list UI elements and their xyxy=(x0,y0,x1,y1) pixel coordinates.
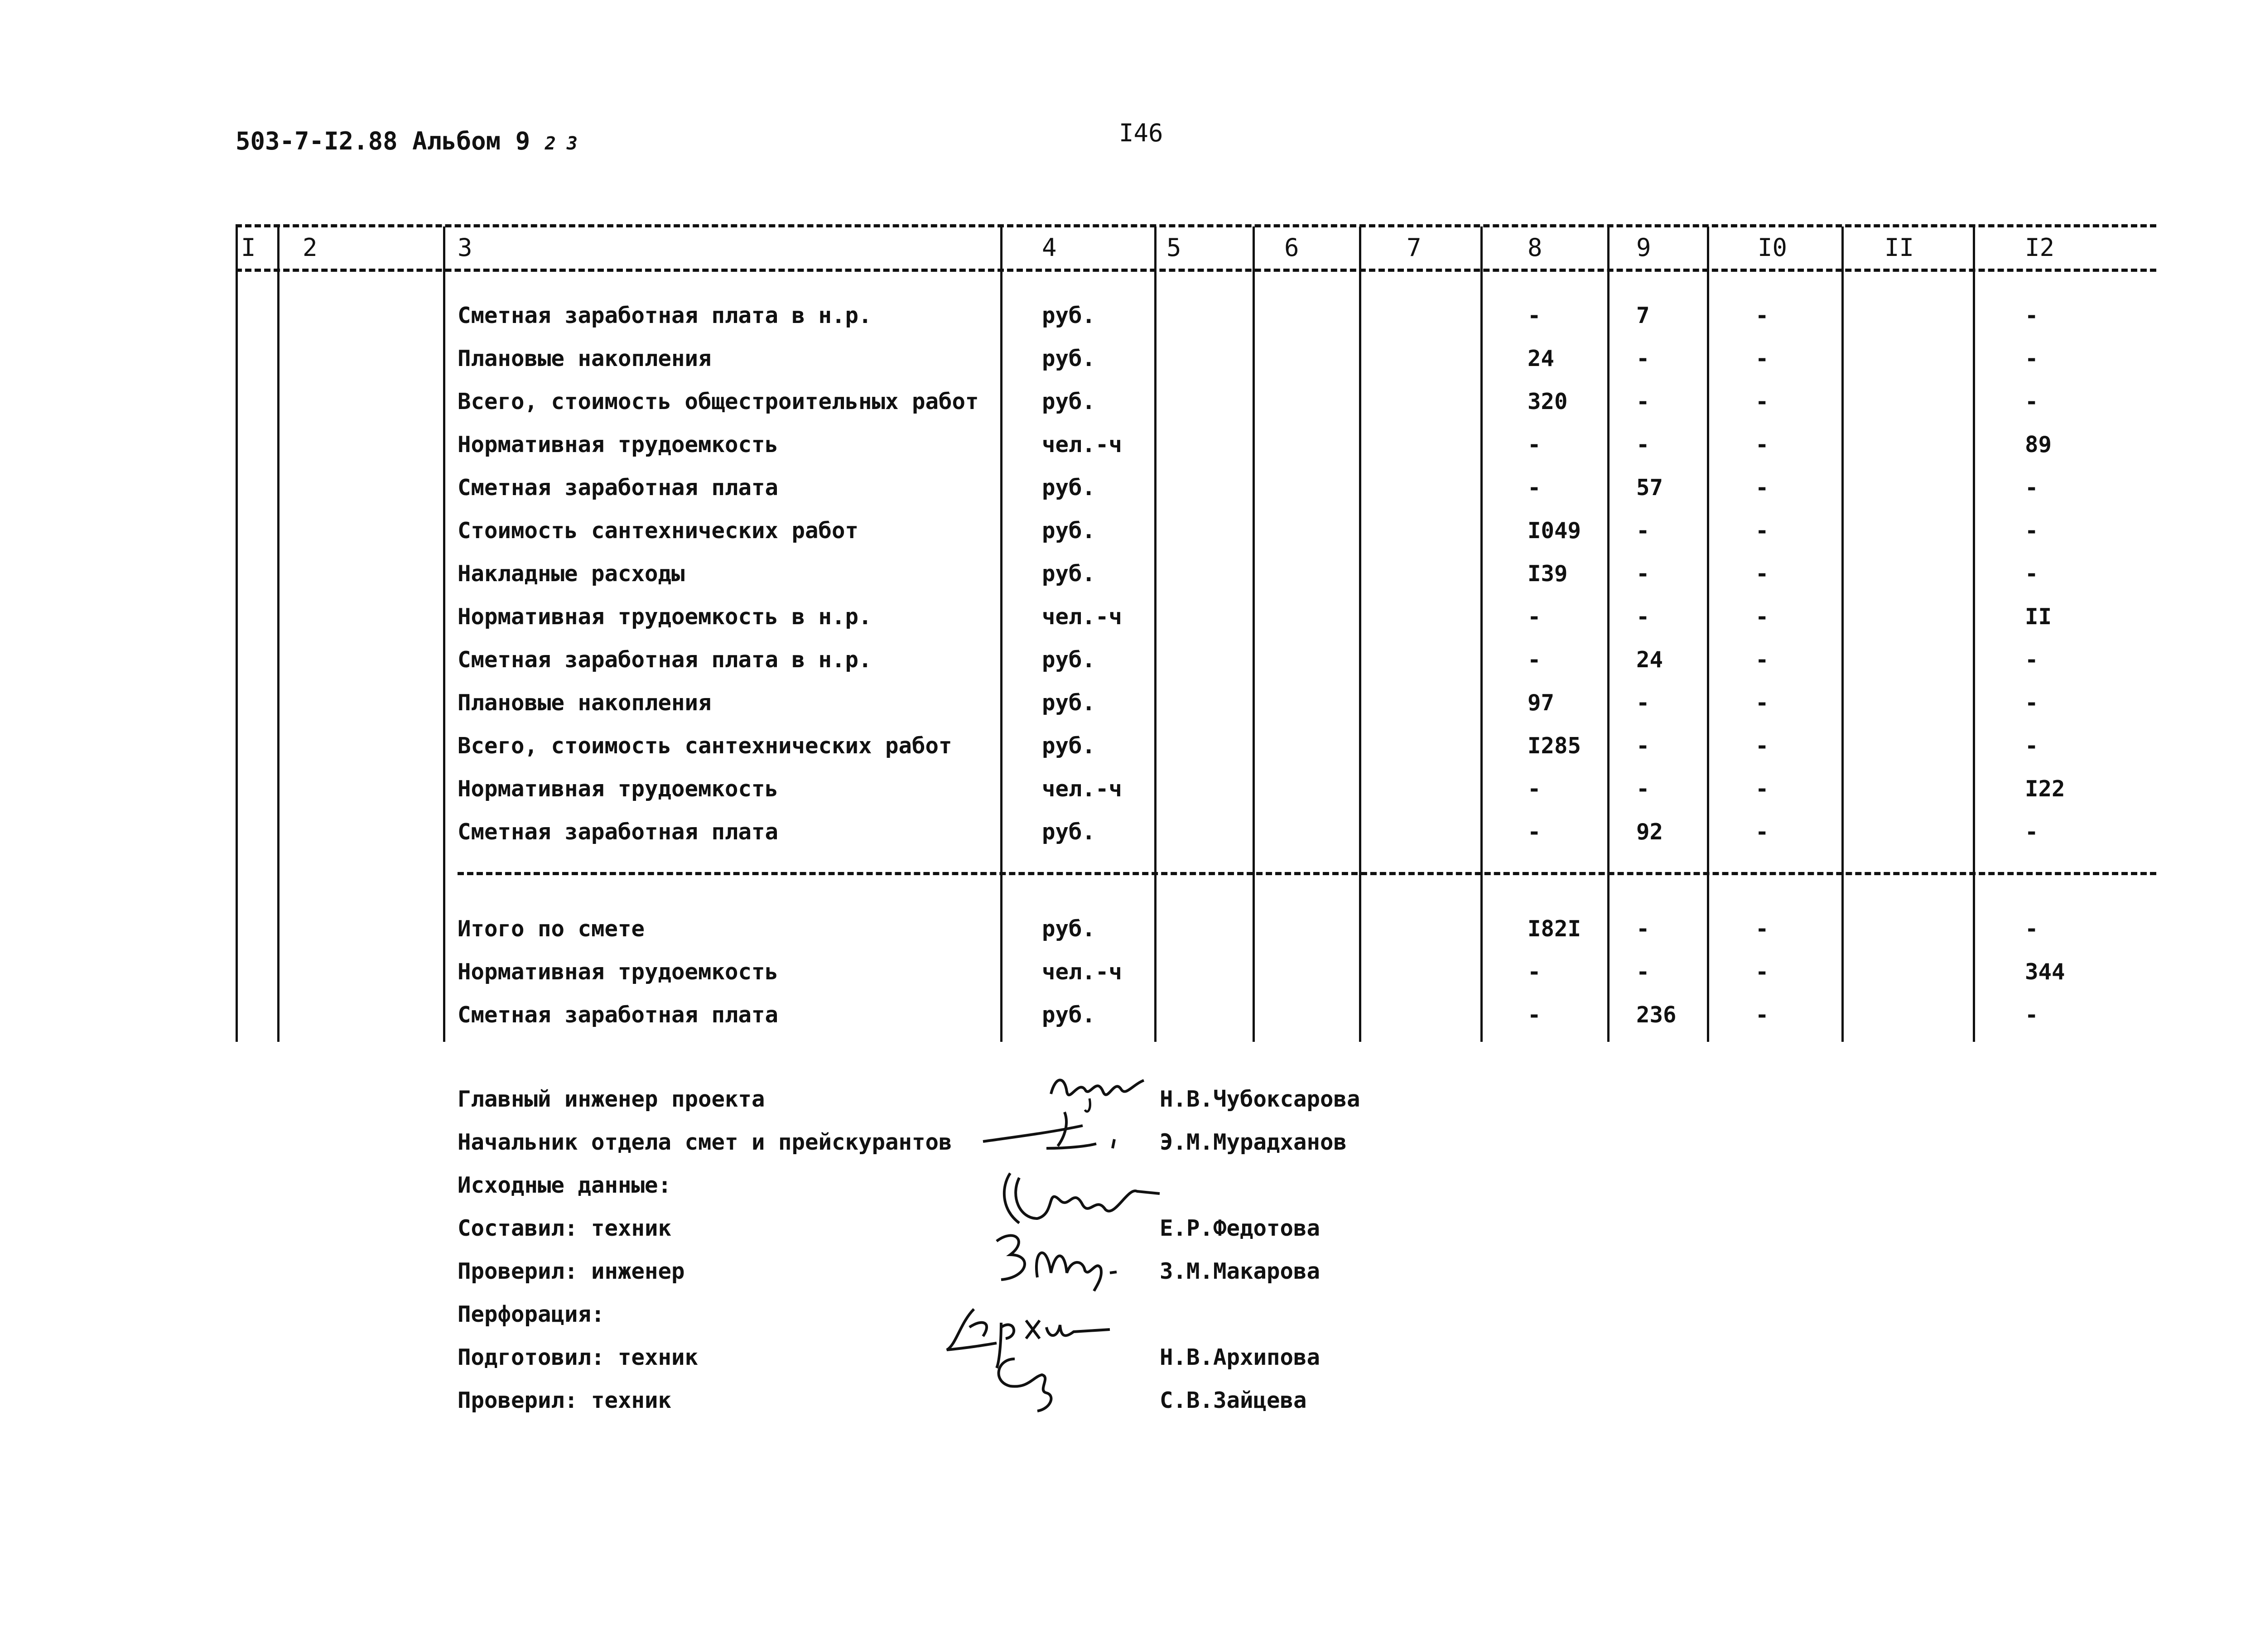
cell-c8: I285 xyxy=(1528,733,1581,759)
cell-unit: руб. xyxy=(1042,389,1096,414)
cell-c10: - xyxy=(1755,346,1769,371)
cell-c10: - xyxy=(1755,959,1769,985)
column-header-4: 4 xyxy=(1042,233,1057,262)
cell-c9: - xyxy=(1636,916,1650,942)
cell-c10: - xyxy=(1755,303,1769,328)
signature-label: Начальник отдела смет и прейскурантов xyxy=(458,1129,952,1155)
cell-name: Всего, стоимость общестроительных работ xyxy=(458,389,979,414)
table-header-bottom-dashed-line xyxy=(236,269,2156,272)
cell-unit: чел.-ч xyxy=(1042,604,1123,630)
cell-c12: - xyxy=(2025,346,2038,371)
col-line-7 xyxy=(1480,226,1483,1042)
column-header-12: I2 xyxy=(2025,233,2055,262)
cell-c12: - xyxy=(2025,303,2038,328)
col-line-5 xyxy=(1253,226,1255,1042)
page-number: I46 xyxy=(1119,119,1163,147)
cell-c8: - xyxy=(1528,959,1541,985)
cell-c9: 7 xyxy=(1636,303,1650,328)
cell-unit: руб. xyxy=(1042,733,1096,759)
cell-c10: - xyxy=(1755,604,1769,630)
signatory-name: З.М.Макарова xyxy=(1160,1258,1320,1284)
cell-c9: - xyxy=(1636,959,1650,985)
cell-c10: - xyxy=(1755,776,1769,802)
cell-c9: - xyxy=(1636,690,1650,716)
signatory-name: Е.Р.Федотова xyxy=(1160,1215,1320,1241)
column-header-6: 6 xyxy=(1284,233,1299,262)
signatory-name: Н.В.Архипова xyxy=(1160,1344,1320,1370)
col-line-0 xyxy=(236,226,238,1042)
col-line-9 xyxy=(1707,226,1709,1042)
cell-c9: - xyxy=(1636,733,1650,759)
cell-unit: чел.-ч xyxy=(1042,776,1123,802)
cell-name: Сметная заработная плата в н.р. xyxy=(458,647,872,673)
signature-makarova xyxy=(988,1223,1123,1296)
cell-name: Итого по смете xyxy=(458,916,645,942)
column-header-5: 5 xyxy=(1166,233,1181,262)
totals-separator-dashed-line xyxy=(458,872,2156,875)
document-code xyxy=(236,127,578,155)
cell-name: Нормативная трудоемкость xyxy=(458,959,779,985)
cell-c8: - xyxy=(1528,604,1541,630)
cell-name: Нормативная трудоемкость в н.р. xyxy=(458,604,872,630)
cell-c10: - xyxy=(1755,518,1769,544)
cell-c12: I22 xyxy=(2025,776,2065,802)
cell-c9: - xyxy=(1636,389,1650,414)
cell-c12: - xyxy=(2025,733,2038,759)
column-header-7: 7 xyxy=(1407,233,1422,262)
cell-c10: - xyxy=(1755,561,1769,587)
signature-label: Главный инженер проекта xyxy=(458,1086,765,1112)
cell-name: Накладные расходы xyxy=(458,561,685,587)
cell-c9: 92 xyxy=(1636,819,1663,845)
cell-unit: руб. xyxy=(1042,518,1096,544)
cell-c10: - xyxy=(1755,389,1769,414)
column-header-9: 9 xyxy=(1636,233,1651,262)
column-header-2: 2 xyxy=(303,233,318,262)
table-top-dashed-line xyxy=(236,224,2156,227)
cell-c8: 24 xyxy=(1528,346,1555,371)
cell-name: Сметная заработная плата xyxy=(458,475,779,501)
cell-name: Сметная заработная плата xyxy=(458,1002,779,1028)
cell-c12: 344 xyxy=(2025,959,2065,985)
signature-label: Подготовил: техник xyxy=(458,1344,699,1370)
cell-unit: чел.-ч xyxy=(1042,959,1123,985)
cell-c8: I82I xyxy=(1528,916,1581,942)
cell-c8: - xyxy=(1528,776,1541,802)
signatory-name: С.В.Зайцева xyxy=(1160,1387,1307,1413)
cell-c12: 89 xyxy=(2025,432,2052,458)
cell-c12: - xyxy=(2025,819,2038,845)
cell-c8: I049 xyxy=(1528,518,1581,544)
cell-unit: руб. xyxy=(1042,647,1096,673)
cell-unit: руб. xyxy=(1042,819,1096,845)
signature-label: Проверил: инженер xyxy=(458,1258,685,1284)
signature-label: Проверил: техник xyxy=(458,1387,672,1413)
cell-c12: - xyxy=(2025,916,2038,942)
cell-c8: - xyxy=(1528,432,1541,458)
cell-c8: - xyxy=(1528,647,1541,673)
column-header-10: I0 xyxy=(1758,233,1788,262)
cell-c12: - xyxy=(2025,561,2038,587)
cell-unit: руб. xyxy=(1042,303,1096,328)
cell-unit: руб. xyxy=(1042,475,1096,501)
cell-c10: - xyxy=(1755,432,1769,458)
signature-label: Перфорация: xyxy=(458,1301,605,1327)
cell-c9: 24 xyxy=(1636,647,1663,673)
cell-c12: - xyxy=(2025,518,2038,544)
column-header-11: II xyxy=(1884,233,1914,262)
cell-c12: - xyxy=(2025,475,2038,501)
cell-unit: руб. xyxy=(1042,346,1096,371)
cell-c9: - xyxy=(1636,561,1650,587)
col-line-2 xyxy=(443,226,445,1042)
cell-c12: - xyxy=(2025,389,2038,414)
cell-c12: - xyxy=(2025,647,2038,673)
cell-c8: 320 xyxy=(1528,389,1568,414)
cell-name: Плановые накопления xyxy=(458,346,712,371)
cell-c10: - xyxy=(1755,733,1769,759)
cell-unit: руб. xyxy=(1042,1002,1096,1028)
cell-c12: II xyxy=(2025,604,2052,630)
cell-c9: - xyxy=(1636,776,1650,802)
signature-label: Исходные данные: xyxy=(458,1172,672,1198)
signature-label: Составил: техник xyxy=(458,1215,672,1241)
cell-unit: руб. xyxy=(1042,916,1096,942)
cell-c9: - xyxy=(1636,604,1650,630)
cell-name: Нормативная трудоемкость xyxy=(458,776,779,802)
cell-c9: - xyxy=(1636,432,1650,458)
cell-name: Всего, стоимость сантехнических работ xyxy=(458,733,952,759)
signatory-name: Н.В.Чубоксарова xyxy=(1160,1086,1360,1112)
cell-name: Стоимость сантехнических работ xyxy=(458,518,859,544)
cell-c10: - xyxy=(1755,690,1769,716)
cell-c8: - xyxy=(1528,819,1541,845)
cell-c8: - xyxy=(1528,303,1541,328)
col-line-3 xyxy=(1000,226,1002,1042)
cell-name: Плановые накопления xyxy=(458,690,712,716)
cell-unit: чел.-ч xyxy=(1042,432,1123,458)
cell-c9: - xyxy=(1636,346,1650,371)
cell-c10: - xyxy=(1755,1002,1769,1028)
col-line-8 xyxy=(1607,226,1610,1042)
cell-name: Нормативная трудоемкость xyxy=(458,432,779,458)
cell-unit: руб. xyxy=(1042,690,1096,716)
document-code-text: 503-7-I2.88 Альбом 9 xyxy=(236,127,530,155)
cell-c12: - xyxy=(2025,1002,2038,1028)
signatory-name: Э.М.Мурадханов xyxy=(1160,1129,1347,1155)
column-header-3: 3 xyxy=(458,233,472,262)
col-line-11 xyxy=(1973,226,1975,1042)
cell-name: Сметная заработная плата xyxy=(458,819,779,845)
signature-muradkhanov xyxy=(978,1105,1128,1155)
cell-c9: 57 xyxy=(1636,475,1663,501)
cell-c12: - xyxy=(2025,690,2038,716)
cell-c8: - xyxy=(1528,1002,1541,1028)
column-header-8: 8 xyxy=(1528,233,1542,262)
column-header-1: I xyxy=(241,233,256,262)
cell-c10: - xyxy=(1755,819,1769,845)
document-code-suffix: 2 3 xyxy=(545,133,578,154)
cell-c10: - xyxy=(1755,916,1769,942)
col-line-6 xyxy=(1359,226,1361,1042)
cell-unit: руб. xyxy=(1042,561,1096,587)
cell-c8: I39 xyxy=(1528,561,1568,587)
cell-c10: - xyxy=(1755,647,1769,673)
col-line-4 xyxy=(1154,226,1157,1042)
col-line-1 xyxy=(277,226,280,1042)
cell-c9: - xyxy=(1636,518,1650,544)
cell-c10: - xyxy=(1755,475,1769,501)
col-line-10 xyxy=(1841,226,1844,1042)
cell-c9: 236 xyxy=(1636,1002,1677,1028)
signature-zaitseva xyxy=(983,1350,1074,1413)
cell-c8: 97 xyxy=(1528,690,1555,716)
cell-c8: - xyxy=(1528,475,1541,501)
cell-name: Сметная заработная плата в н.р. xyxy=(458,303,872,328)
